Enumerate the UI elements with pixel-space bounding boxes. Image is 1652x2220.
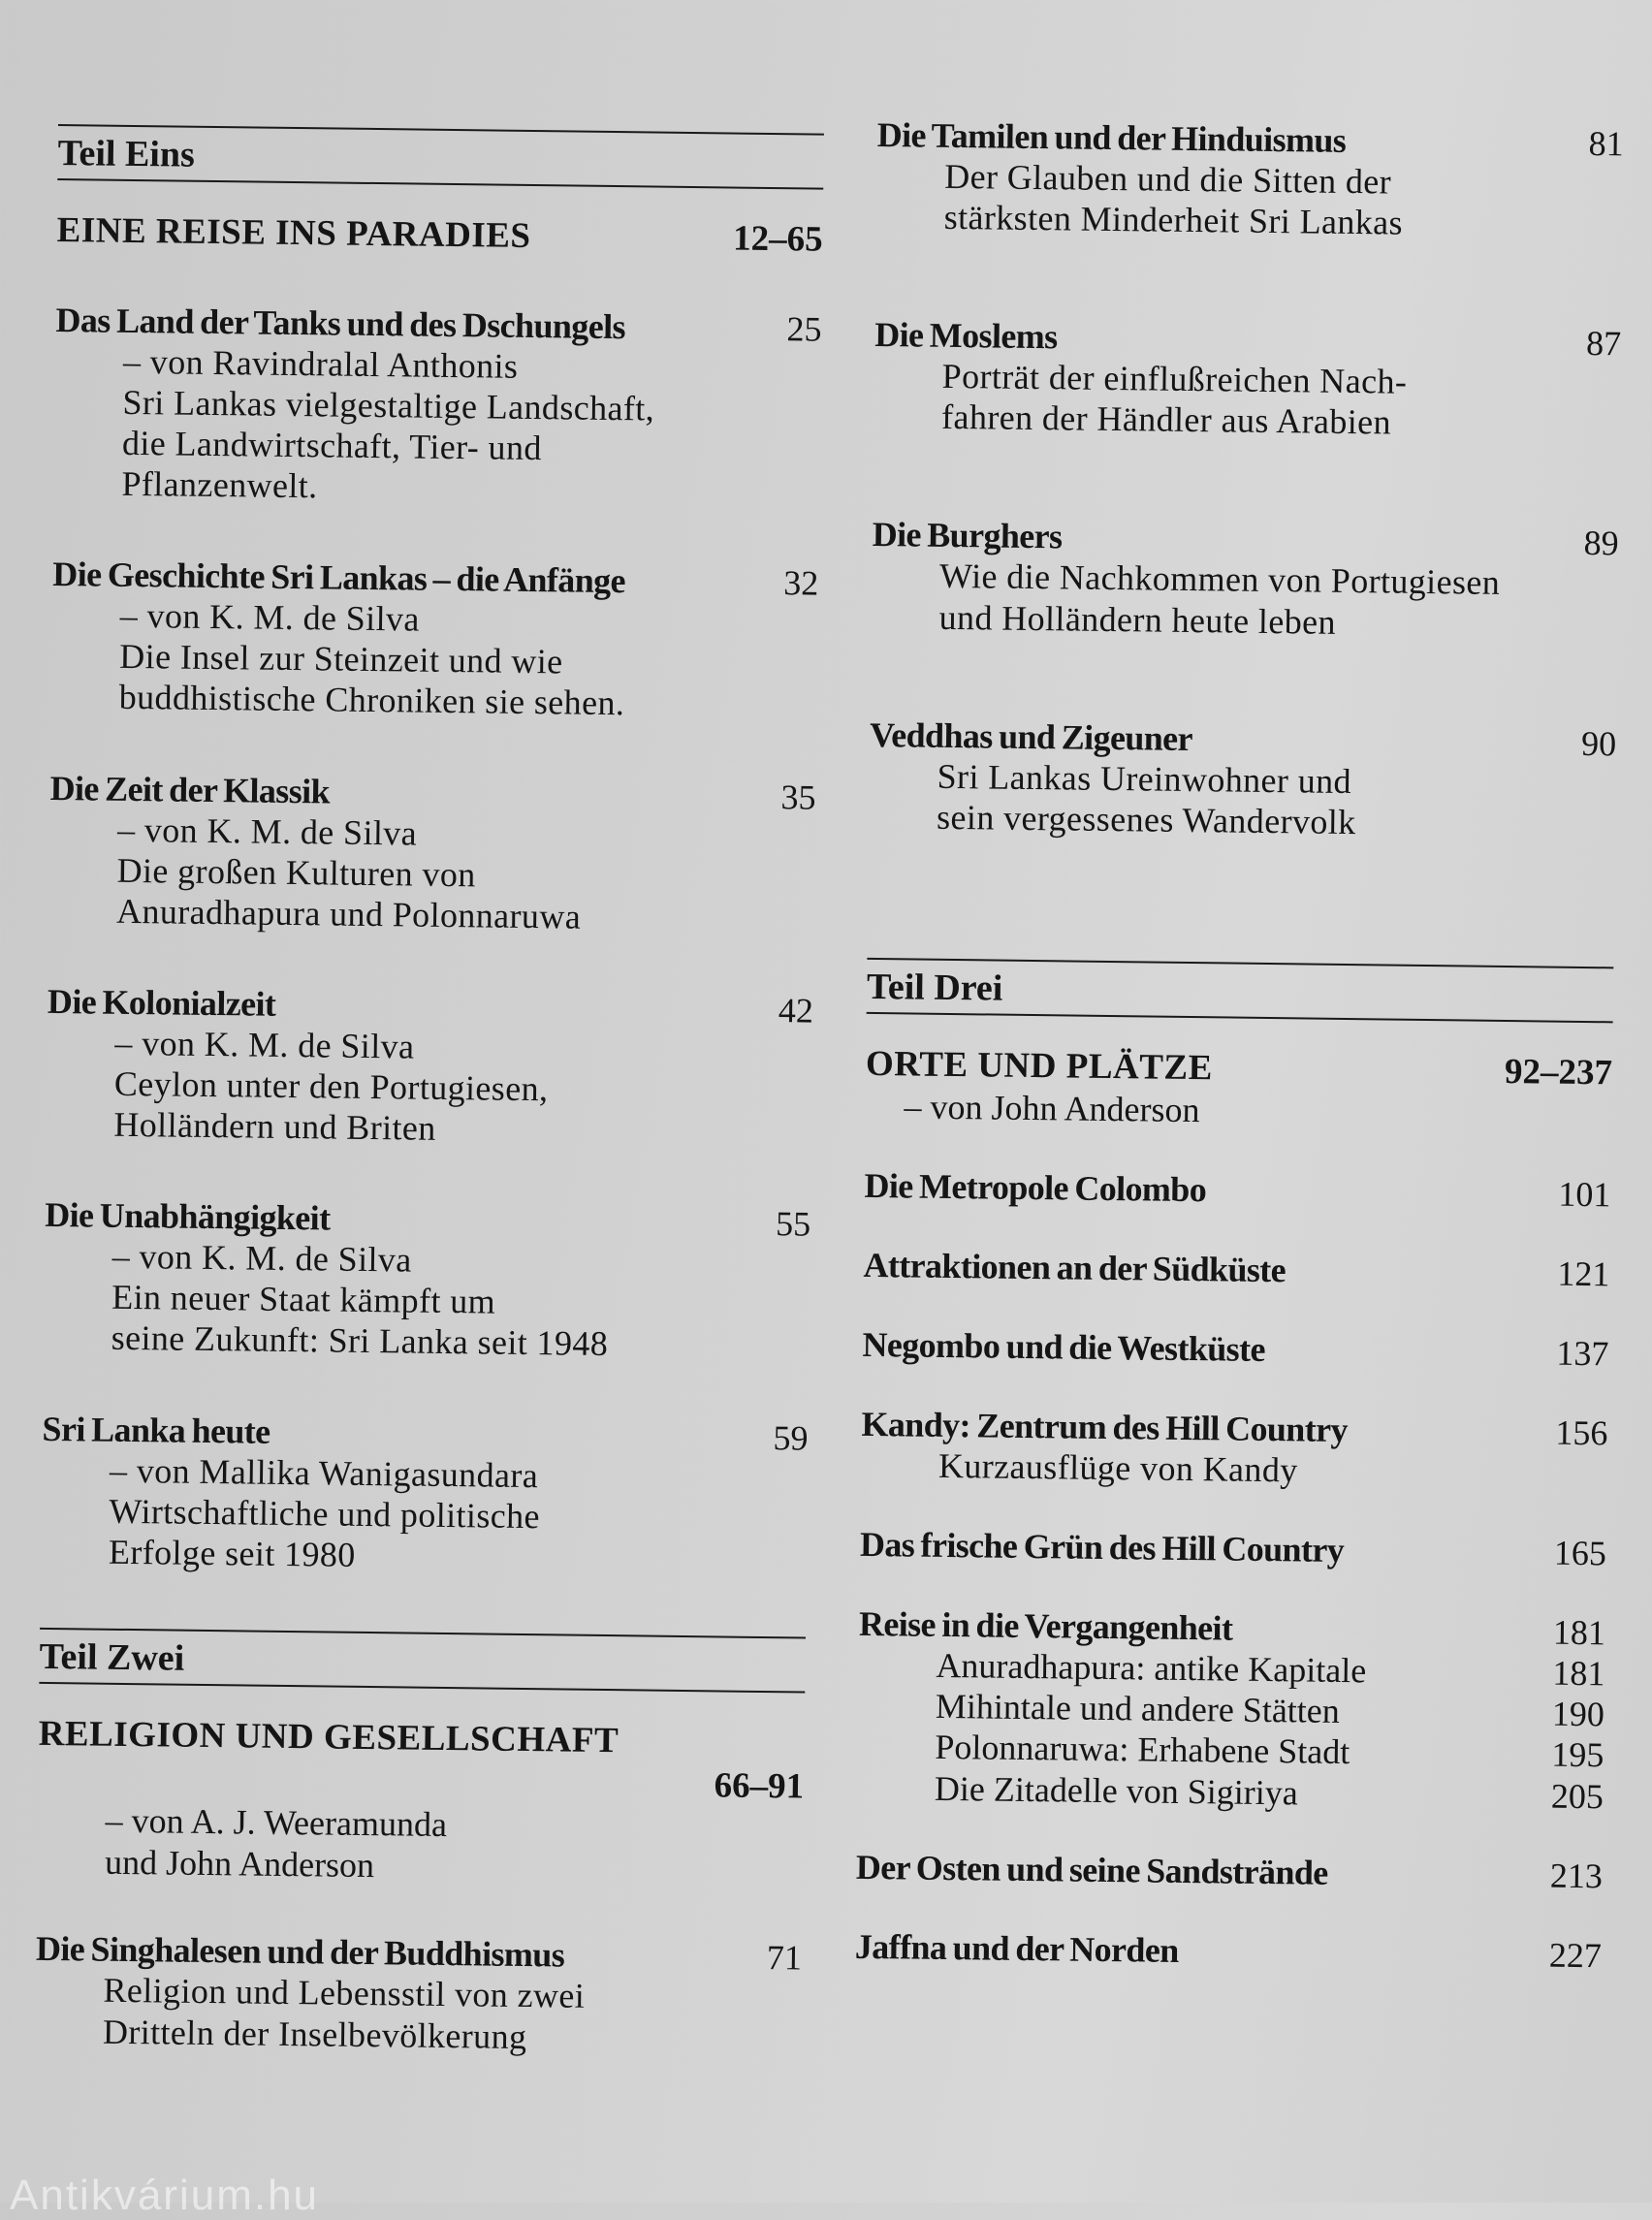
entry-description: Holländern und Briten <box>113 1104 436 1148</box>
toc-entry[interactable] <box>35 1928 802 2060</box>
entry-title: Kandy: Zentrum des Hill Country <box>861 1404 1349 1450</box>
entry-description: Sri Lankas vielgestaltige Landschaft, <box>122 382 655 428</box>
entry-page: 32 <box>783 563 819 603</box>
entry-author: – von Ravindralal Anthonis <box>122 341 519 386</box>
entry-title: Das Land der Tanks und des Dschungels <box>55 300 626 346</box>
entry-page: 55 <box>775 1204 811 1244</box>
entry-title: Jaffna und der Norden <box>854 1926 1179 1970</box>
toc-entry[interactable] <box>855 1925 1602 1975</box>
entry-title: Attraktionen an der Südküste <box>863 1245 1287 1290</box>
entry-title: Negombo und die Westküste <box>862 1324 1266 1370</box>
entry-title: Das frische Grün des Hill Country <box>859 1525 1345 1570</box>
toc-entry[interactable] <box>43 1194 810 1367</box>
toc-entry[interactable] <box>875 114 1623 246</box>
entry-page: 71 <box>766 1938 803 1978</box>
toc-entry[interactable] <box>860 1524 1606 1573</box>
entry-description: Dritteln der Inselbevölkerung <box>102 2012 527 2056</box>
entry-page: 81 <box>1588 123 1624 164</box>
sub-entry[interactable] <box>857 1766 1604 1817</box>
entry-description: Erfolge seit 1980 <box>108 1532 356 1574</box>
entry-description: die Landwirtschaft, Tier- und <box>121 423 543 468</box>
entry-page: 89 <box>1583 523 1619 563</box>
entry-page: 42 <box>778 991 814 1031</box>
entry-description: Ein neuer Staat kämpft um <box>111 1278 496 1321</box>
part-author: – von John Anderson <box>904 1087 1200 1129</box>
entry-author: – von Mallika Wanigasundara <box>109 1450 539 1495</box>
toc-entry[interactable] <box>46 981 813 1154</box>
entry-title: Die Burghers <box>872 515 1063 556</box>
entry-description: Der Glauben und die Sitten der <box>943 156 1392 202</box>
entry-description: Kurzausflüge von Kandy <box>937 1445 1298 1490</box>
entry-page: 156 <box>1555 1412 1608 1453</box>
entry-author: – von K. M. de Silva <box>116 809 418 853</box>
entry-description: Die Insel zur Steinzeit und wie <box>119 637 563 682</box>
entry-page: 137 <box>1556 1333 1609 1374</box>
entry-title: Reise in die Vergangenheit <box>858 1604 1233 1648</box>
entry-title: Die Kolonialzeit <box>47 981 276 1024</box>
sub-entry-title: Anuradhapura: antike Kapitale <box>936 1646 1367 1691</box>
entry-page: 227 <box>1548 1935 1603 1975</box>
toc-entry[interactable] <box>863 1245 1609 1294</box>
part-label: Teil Drei <box>866 966 1003 1009</box>
sub-entry-title: Mihintale und andere Stätten <box>935 1687 1341 1731</box>
entry-description: Sri Lankas Ureinwohner und <box>937 756 1352 801</box>
left-column <box>34 124 824 2110</box>
entry-title: Die Zeit der Klassik <box>49 768 331 811</box>
part-author: – von A. J. Weeramunda <box>105 1800 448 1844</box>
entry-description: Pflanzenwelt. <box>121 463 318 506</box>
entry-description: sein vergessenes Wandervolk <box>936 797 1356 841</box>
watermark: Antikvárium.hu <box>10 2172 320 2219</box>
part-two-header <box>37 1628 806 1891</box>
entry-author: – von K. M. de Silva <box>114 1023 415 1066</box>
entry-page: 213 <box>1549 1855 1604 1895</box>
toc-entry[interactable] <box>53 300 822 513</box>
entry-description: Die großen Kulturen von <box>116 850 476 894</box>
entry-description: und Holländern heute leben <box>938 597 1337 642</box>
sub-entry-page: 205 <box>1550 1776 1604 1816</box>
entry-description: Wirtschaftliche und politische <box>109 1491 541 1536</box>
entry-page: 25 <box>786 308 822 349</box>
toc-entry[interactable] <box>864 1165 1610 1215</box>
part-title-row <box>866 1043 1612 1094</box>
toc-entry[interactable] <box>856 1846 1603 1895</box>
part-pages: 12–65 <box>732 218 823 260</box>
sub-entry-page: 190 <box>1551 1694 1605 1734</box>
entry-title: Die Unabhängigkeit <box>45 1195 331 1238</box>
part-title-row <box>38 1713 804 1764</box>
toc-entry[interactable] <box>41 1408 809 1580</box>
toc-entry[interactable] <box>861 1404 1608 1495</box>
entry-description: Anuradhapura und Polonnaruwa <box>115 891 582 936</box>
toc-entry[interactable] <box>862 1324 1608 1374</box>
entry-description: stärksten Minderheit Sri Lankas <box>943 197 1404 242</box>
part-title: RELIGION UND GESELLSCHAFT <box>38 1713 620 1760</box>
toc-entry[interactable] <box>874 314 1621 446</box>
part-author: und John Anderson <box>104 1842 375 1886</box>
part-pages: 92–237 <box>1504 1051 1613 1094</box>
entry-description: Porträt der einflußreichen Nach- <box>941 357 1408 401</box>
entry-page: 101 <box>1558 1174 1611 1215</box>
toc-entry[interactable] <box>871 514 1618 646</box>
entry-title: Die Singhalesen und der Buddhismus <box>35 1929 565 1975</box>
part-one-header <box>56 124 824 260</box>
entry-title: Der Osten und seine Sandstrände <box>855 1847 1328 1892</box>
part-title: ORTE UND PLÄTZE <box>865 1043 1214 1088</box>
part-three-header <box>865 958 1613 1136</box>
sub-entry-title: Polonnaruwa: Erhabene Stadt <box>935 1728 1350 1772</box>
entry-title: Veddhas und Zigeuner <box>869 714 1193 758</box>
sub-entry-page: 195 <box>1551 1735 1604 1775</box>
entry-title: Die Metropole Colombo <box>864 1165 1207 1210</box>
entry-page: 121 <box>1557 1253 1610 1294</box>
entry-page: 35 <box>780 777 816 817</box>
entry-page: 181 <box>1552 1612 1606 1653</box>
toc-entry[interactable] <box>51 554 819 726</box>
entry-description: Wie die Nachkommen von Portugiesen <box>938 556 1501 603</box>
entry-page: 87 <box>1585 324 1622 364</box>
entry-title: Die Tamilen und der Hinduismus <box>876 114 1347 160</box>
entry-title: Sri Lanka heute <box>42 1409 270 1451</box>
entry-page: 165 <box>1553 1533 1607 1573</box>
entry-title: Die Geschichte Sri Lankas – die Anfänge <box>52 555 626 601</box>
entry-title: Die Moslems <box>874 315 1058 357</box>
right-column <box>855 114 1624 1976</box>
toc-entry[interactable] <box>48 768 816 940</box>
part-label: Teil Eins <box>57 132 196 175</box>
part-title-row <box>56 209 822 261</box>
part-title: EINE REISE INS PARADIES <box>56 209 531 256</box>
entry-description: seine Zukunft: Sri Lanka seit 1948 <box>111 1318 609 1364</box>
toc-entry[interactable] <box>869 714 1616 846</box>
sub-entry-title: Die Zitadelle von Sigiriya <box>934 1768 1299 1812</box>
entry-description: Religion und Lebensstil von zwei <box>103 1971 586 2016</box>
entry-author: – von K. M. de Silva <box>111 1236 412 1280</box>
entry-author: – von K. M. de Silva <box>119 596 421 639</box>
toc-entry[interactable] <box>857 1603 1606 1817</box>
entry-description: fahren der Händler aus Arabien <box>940 397 1392 442</box>
part-label: Teil Zwei <box>39 1635 185 1679</box>
sub-entry-page: 181 <box>1552 1653 1605 1694</box>
entry-description: buddhistische Chroniken sie sehen. <box>118 678 625 723</box>
entry-page: 59 <box>773 1417 809 1458</box>
entry-page: 90 <box>1580 723 1617 764</box>
part-pages: 66–91 <box>714 1765 805 1807</box>
entry-description: Ceylon unter den Portugiesen, <box>113 1063 549 1109</box>
